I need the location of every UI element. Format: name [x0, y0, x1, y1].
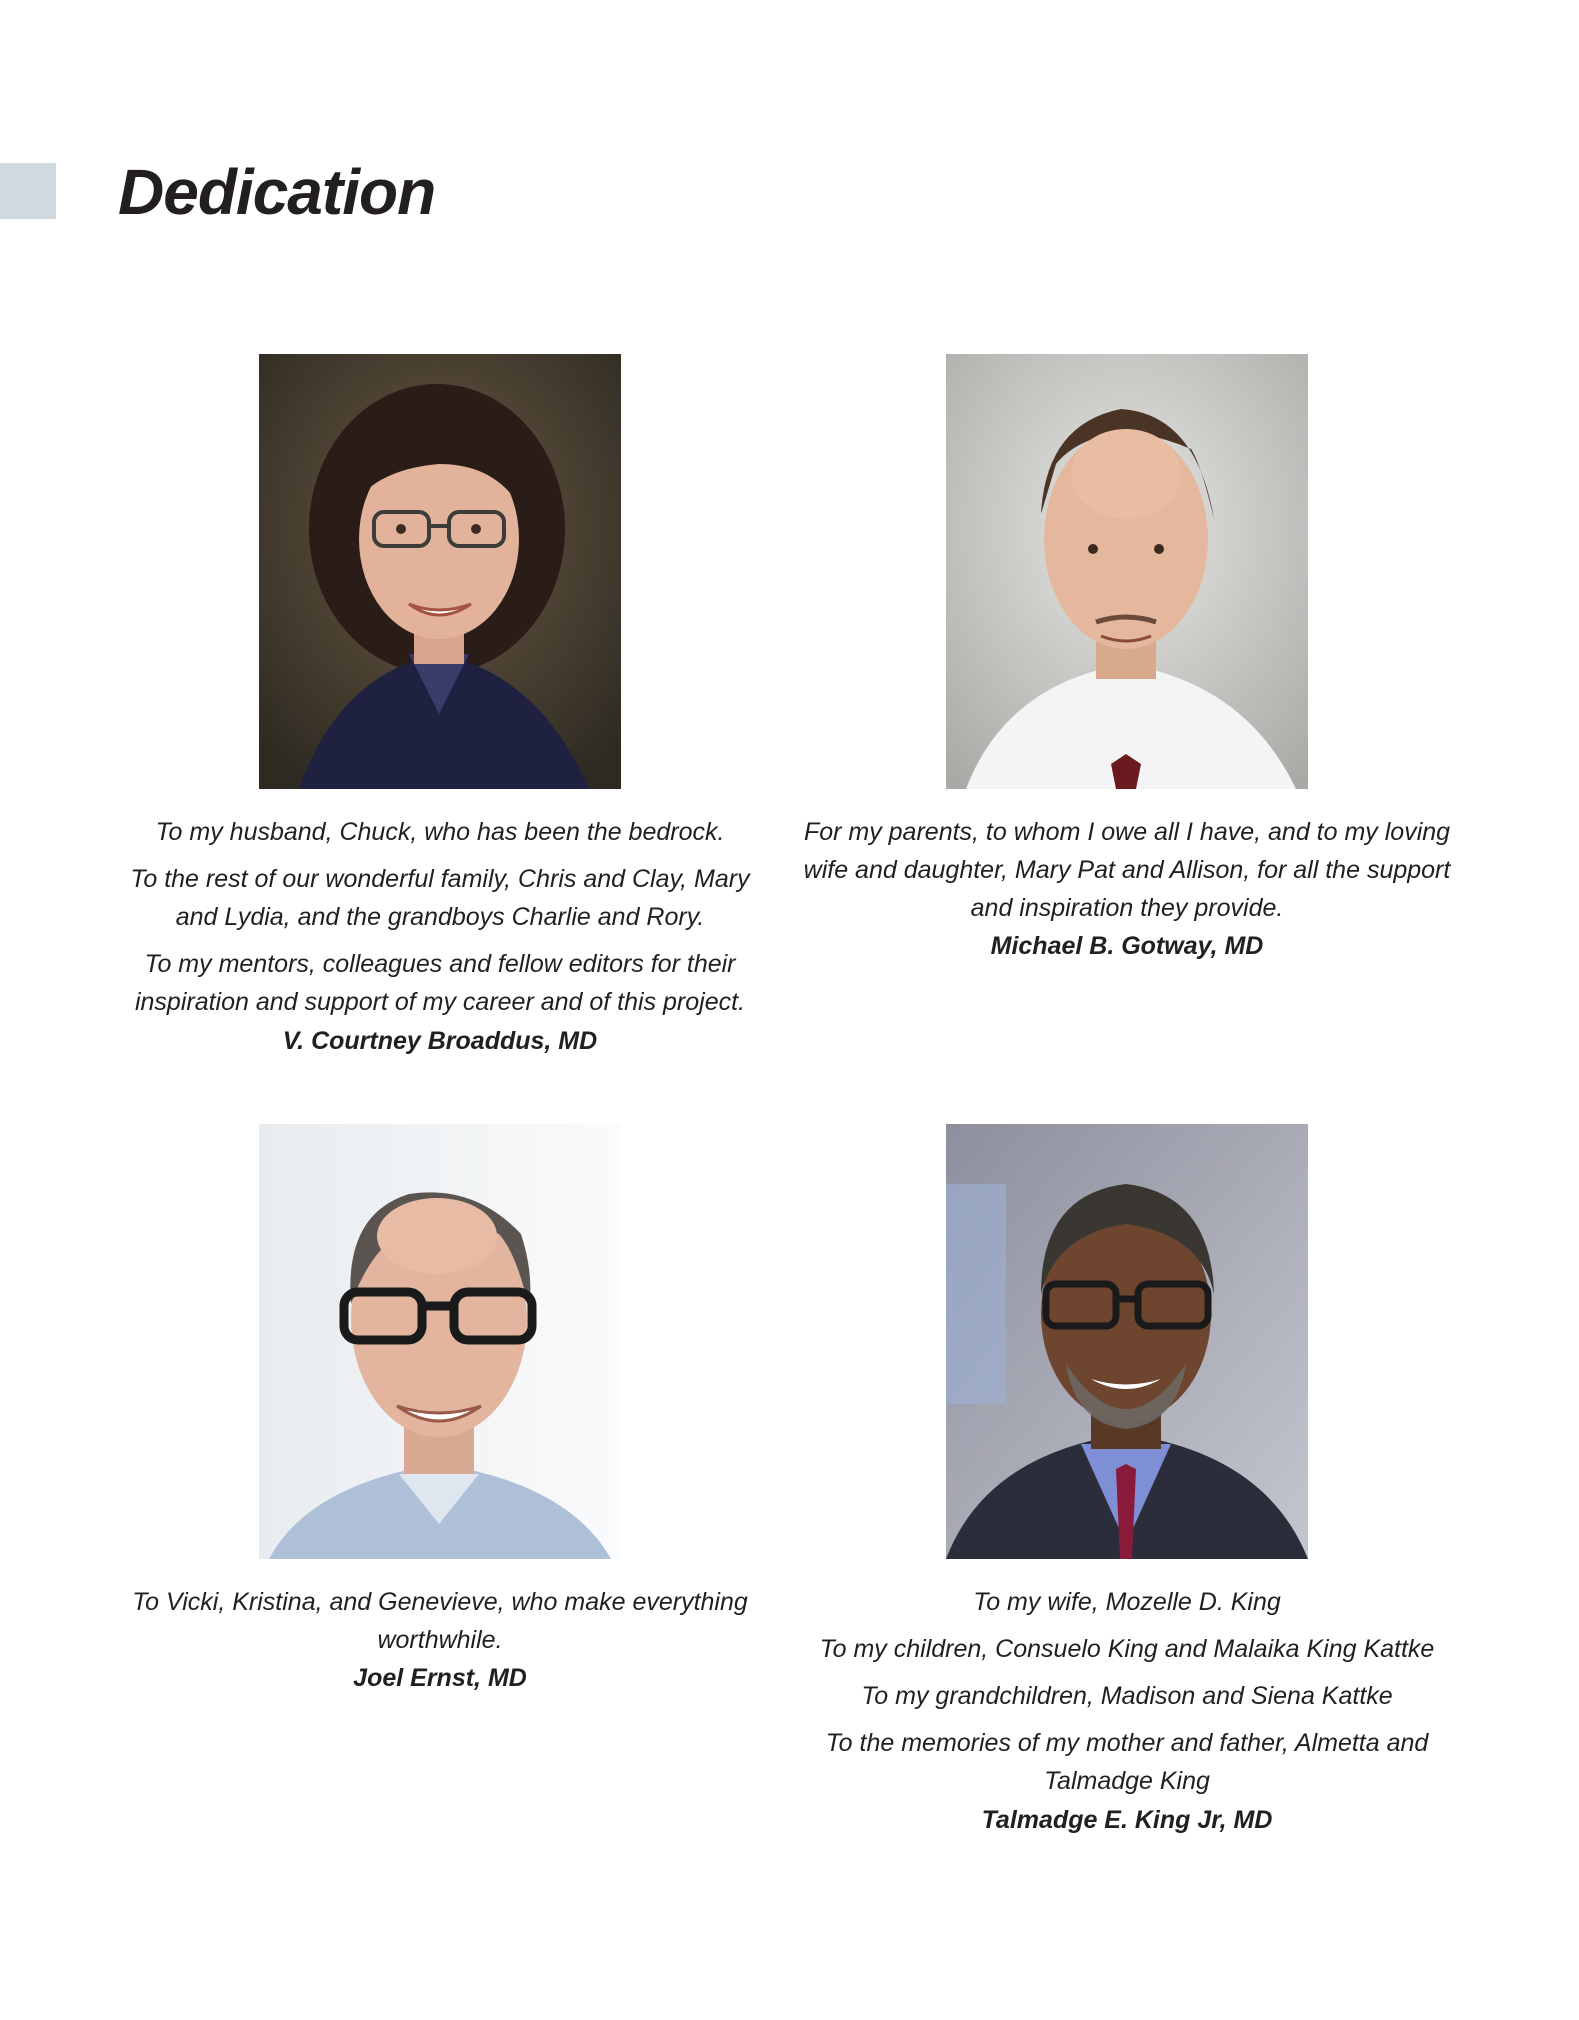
author-portrait-photo [259, 354, 621, 789]
dedication-caption [797, 813, 1457, 965]
dedication-caption [110, 1583, 770, 1697]
dedication-entry [797, 354, 1457, 965]
author-signature: V. Courtney Broaddus, MD [282, 1027, 598, 1055]
dedication-text: To my children, Consuelo King and Malaika King Kattke [819, 1635, 1435, 1663]
author-portrait-photo [259, 1124, 621, 1559]
author-signature: Joel Ernst, MD [353, 1664, 527, 1692]
dedication-text: To my husband, Chuck, who has been the bedrock. [155, 818, 725, 846]
dedication-text: For my parents, to whom I owe all I have, and to my loving wife and daughter, Mary Pat and Allison, for all the support and inspiration they provide. [803, 818, 1451, 922]
author-portrait-photo [946, 1124, 1308, 1559]
author-portrait-photo [946, 354, 1308, 789]
page-title: Dedication [118, 156, 436, 228]
dedication-text: To the memories of my mother and father, Almetta and Talmadge King [825, 1729, 1429, 1795]
dedication-caption [797, 1583, 1457, 1839]
section-tab-marker [0, 163, 56, 219]
author-signature: Michael B. Gotway, MD [990, 932, 1264, 960]
dedication-entry [797, 1124, 1457, 1839]
dedication-text: To my wife, Mozelle D. King [973, 1588, 1281, 1616]
dedication-text: To my mentors, colleagues and fellow editors for their inspiration and support of my career and of this project. [134, 950, 746, 1016]
dedication-text: To the rest of our wonderful family, Chris and Clay, Mary and Lydia, and the grandboys Charlie and Rory. [130, 865, 750, 931]
dedication-caption [110, 813, 770, 1060]
dedication-entry [110, 1124, 770, 1697]
dedication-text: To my grandchildren, Madison and Siena Kattke [861, 1682, 1393, 1710]
author-signature: Talmadge E. King Jr, MD [981, 1806, 1273, 1834]
dedication-entry [110, 354, 770, 1060]
dedication-text: To Vicki, Kristina, and Genevieve, who make everything worthwhile. [132, 1588, 748, 1654]
